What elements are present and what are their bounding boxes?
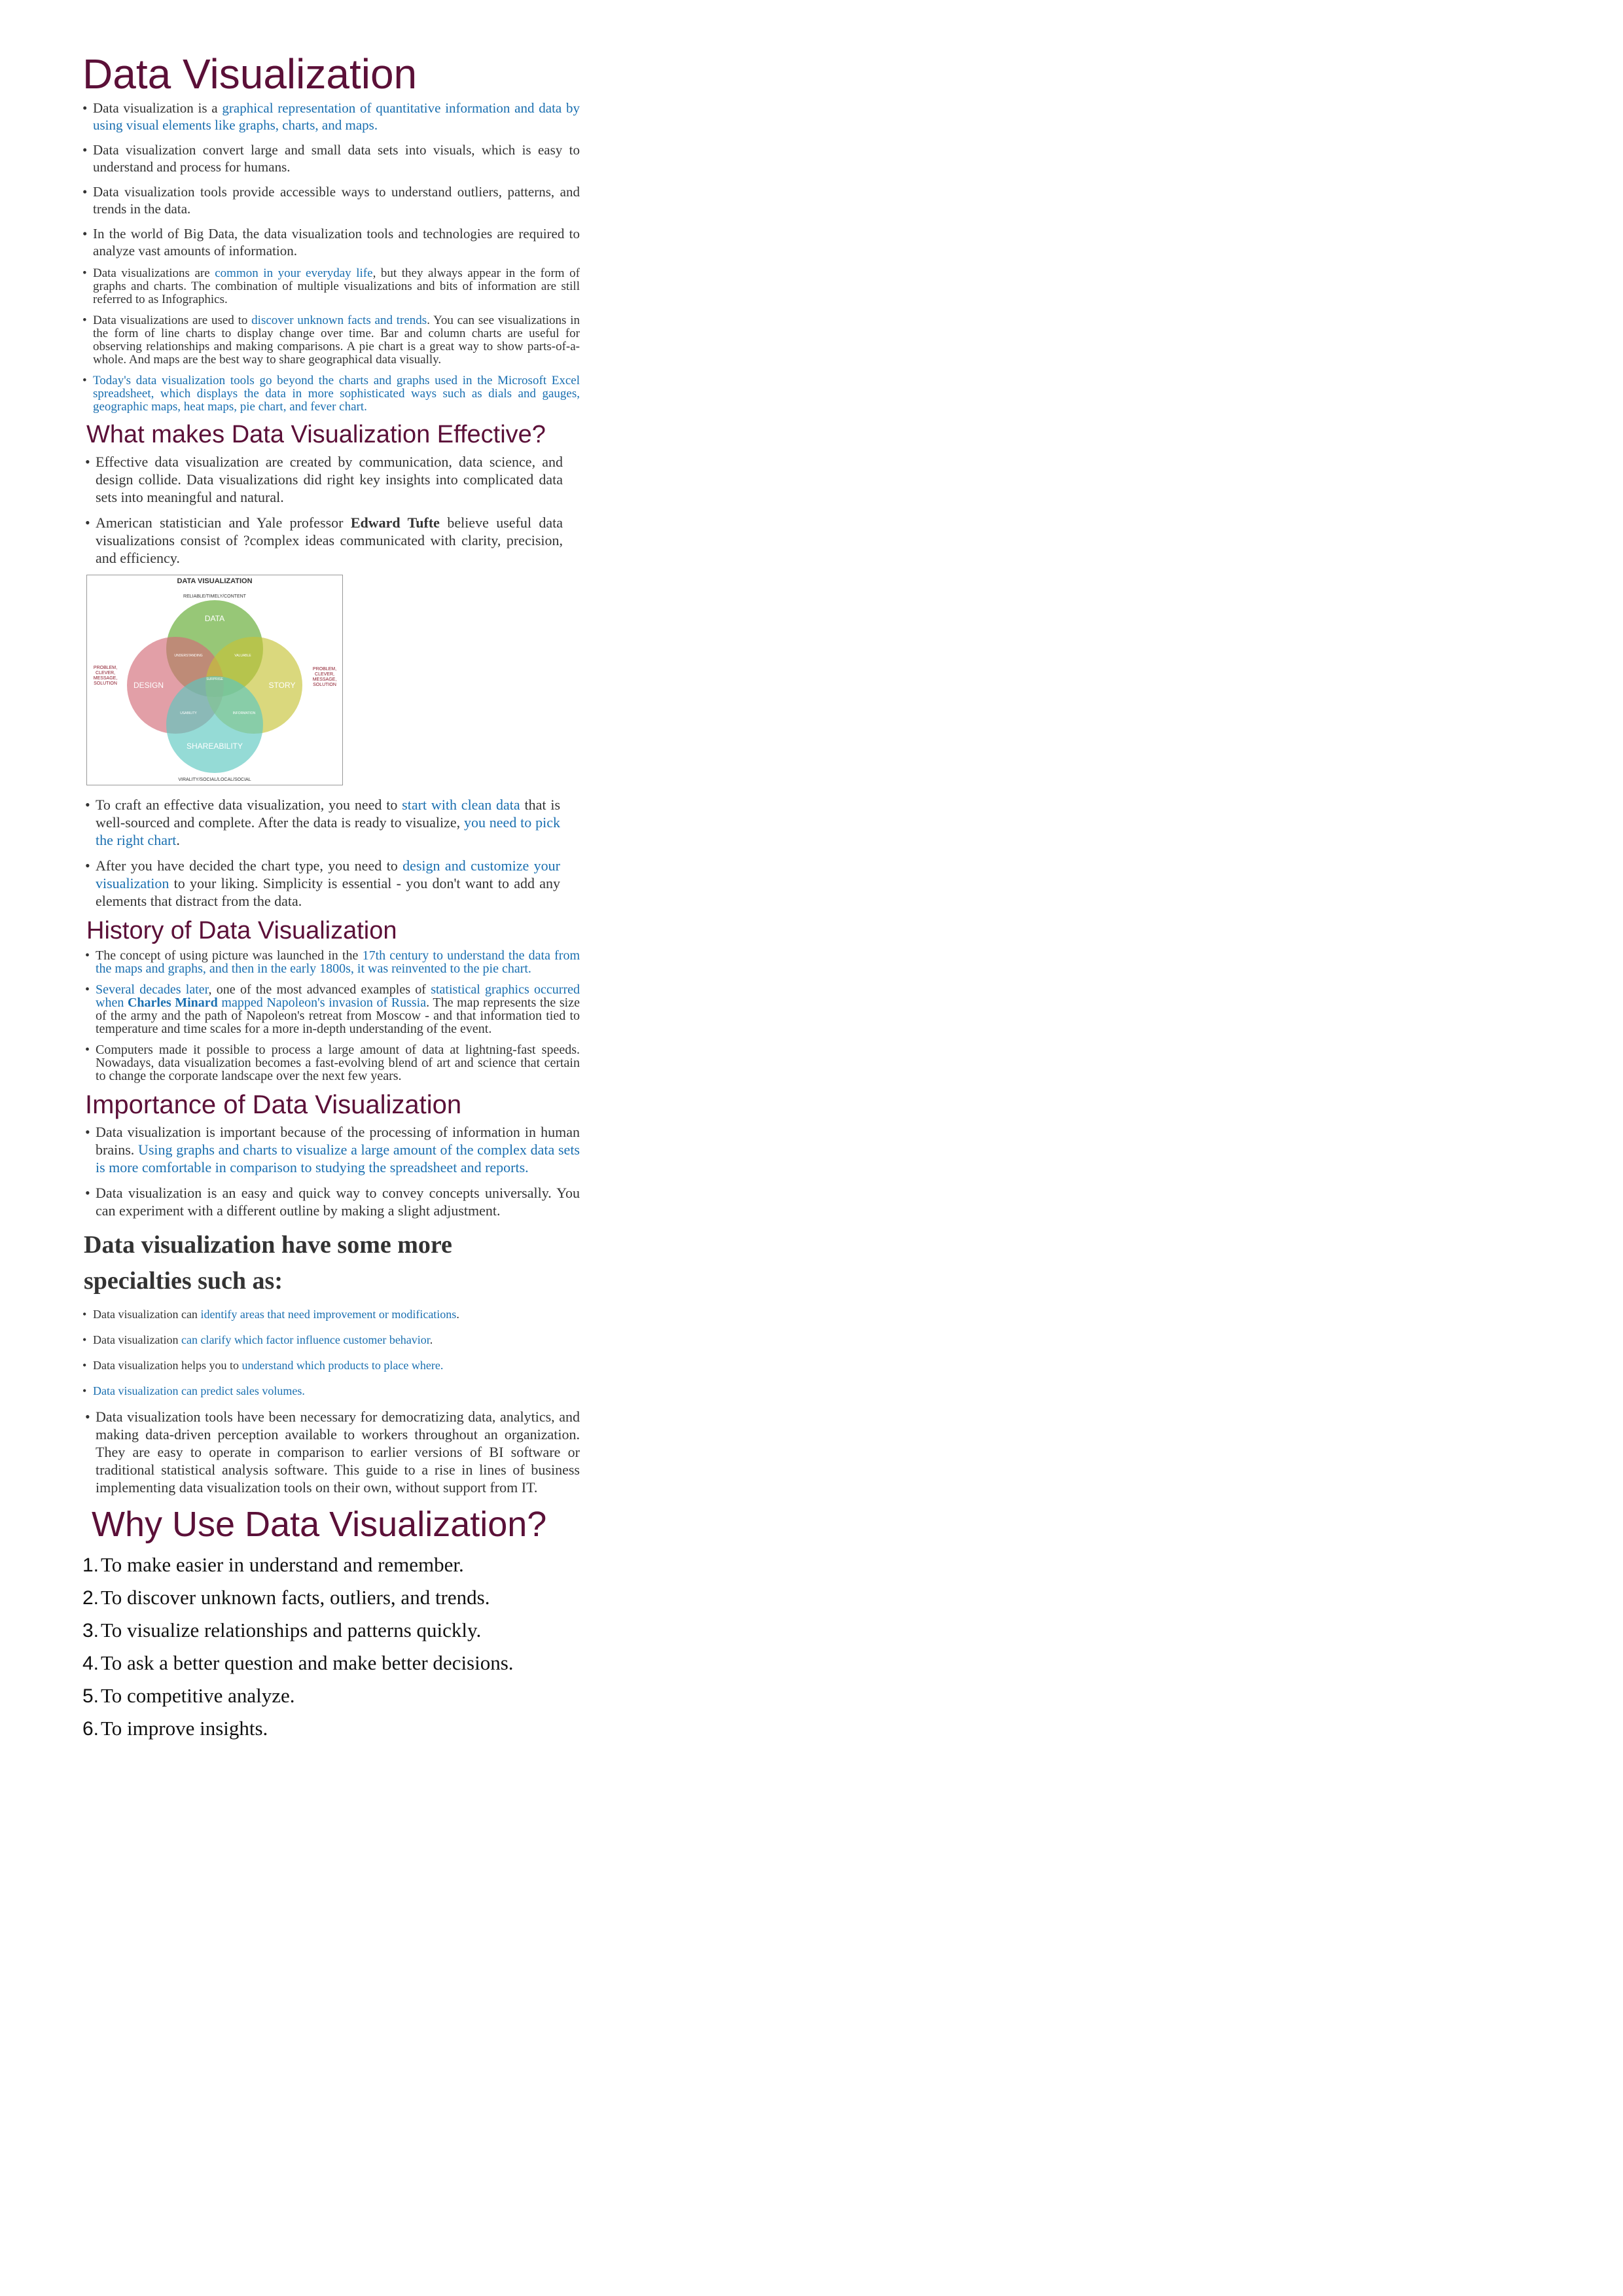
venn-inner-surprise: SURPRISE <box>206 677 223 682</box>
importance-list <box>82 1123 580 1219</box>
text-segment: . <box>456 1308 459 1321</box>
effective-list <box>82 453 563 567</box>
text-segment: common in your everyday life <box>215 266 373 281</box>
text-segment: understand which products to place where. <box>241 1359 444 1372</box>
text-segment: mapped Napoleon's invasion of Russia <box>217 995 427 1010</box>
why-heading: Why Use Data Visualization? <box>92 1505 547 1545</box>
intro-item <box>82 141 580 175</box>
text-segment: Computers made it possible to process a large amount of data at lightning-fast speeds. Nowadays, data visualization becomes a fast-evolving blend of art and science that certain to change the corporate landscape over the next few years. <box>96 1042 580 1083</box>
why-item-number: 6. <box>82 1717 99 1740</box>
importance-heading: Importance of Data Visualization <box>85 1090 462 1119</box>
venn-bottom-label: VIRALITY/SOCIAL/LOCAL/SOCIAL <box>178 778 251 783</box>
venn-design-label: DESIGN <box>133 681 164 691</box>
venn-diagram <box>86 575 343 785</box>
craft-item <box>85 857 560 910</box>
text-segment: . The map represents the size of the army and the path of Napoleon's retreat from Moscow - and that information tied to temperature and time scales for a more in-depth understanding of the event. <box>96 995 580 1036</box>
why-item-number: 3. <box>82 1619 99 1641</box>
text-segment: After you have decided the chart type, you need to <box>96 857 403 874</box>
venn-inner-information: INFORMATION <box>232 711 256 716</box>
text-segment: Data visualizations are <box>93 266 215 281</box>
why-item-number: 4. <box>82 1652 99 1674</box>
text-segment: , but they always appear in the form of graphs and charts. The combination of multiple visualizations and bits of information are still referred to as Infographics. <box>93 266 580 307</box>
history-item <box>85 983 580 1035</box>
democratize-list <box>82 1408 580 1496</box>
text-segment: . You can see visualizations in the form of line charts to display change over time. Bar and column charts are useful for observing relationships and making comparisons. A pie chart is a great way to show parts-of-a-whole. And maps are the best way to share geographical data visually. <box>93 314 580 367</box>
history-list <box>82 949 580 1083</box>
why-item-text: To make easier in understand and remember. <box>101 1552 464 1576</box>
specialties-item <box>82 1306 580 1323</box>
text-segment: Data visualization is important because of the processing of information in human brains. <box>96 1123 580 1158</box>
venn-shareability-label: SHAREABILITY <box>186 742 243 751</box>
page-title: Data Visualization <box>82 50 418 98</box>
text-segment: Today's data visualization tools go beyond the charts and graphs used in the Microsoft Excel spreadsheet, which displays the data in more sophisticated ways such as dials and gauges, geographic maps, heat maps, pie chart, and fever chart. <box>93 374 580 414</box>
text-segment: The concept of using picture was launched in the <box>96 948 363 963</box>
text-segment: . <box>429 1333 433 1347</box>
specialties-heading: Data visualization have some more specialties such as: <box>84 1230 452 1295</box>
why-item <box>82 1581 580 1614</box>
specialties-list <box>82 1306 580 1400</box>
venn-data-label: DATA <box>204 614 225 624</box>
specialties-item <box>82 1331 580 1349</box>
intro-detail-list <box>82 267 580 414</box>
history-heading: History of Data Visualization <box>86 917 397 945</box>
text-segment: to your liking. Simplicity is essential - you don't want to add any elements that distract from the data. <box>96 875 560 910</box>
text-segment: Data visualization can <box>93 1308 201 1321</box>
text-segment: Using graphs and charts to visualize a large amount of the complex data sets is more comfortable in comparison to studying the spreadsheet and reports. <box>96 1141 580 1175</box>
text-segment: Edward Tufte <box>350 514 440 531</box>
text-segment: Several decades later <box>96 982 209 997</box>
why-item-text: To discover unknown facts, outliers, and trends. <box>101 1585 490 1609</box>
venn-story-label: STORY <box>268 681 296 691</box>
text-segment: identify areas that need improvement or modifications <box>200 1308 457 1321</box>
intro-item <box>82 183 580 217</box>
venn-inner-valuable: VALUABLE <box>234 654 251 658</box>
venn-circle-shareability <box>166 676 263 773</box>
why-item-text: To improve insights. <box>101 1716 268 1740</box>
intro-item <box>82 99 580 134</box>
craft-item <box>85 796 560 849</box>
text-segment: 17th century to understand the data from the maps and graphs, and then in the early 1800s, it was reinvented to the pie chart. <box>96 948 580 976</box>
history-item <box>85 949 580 975</box>
democratize-item <box>85 1408 580 1496</box>
why-item-number: 5. <box>82 1685 99 1707</box>
text-segment: Data visualization is an easy and quick way to convey concepts universally. You can experiment with a different outline by making a slight adjustment. <box>96 1184 580 1219</box>
effective-heading: What makes Data Visualization Effective? <box>86 421 546 449</box>
intro-list <box>82 99 580 259</box>
why-item <box>82 1614 580 1647</box>
venn-right-label: PROBLEM, CLEVER, MESSAGE, SOLUTION <box>312 667 337 688</box>
text-segment: Data visualization convert large and small data sets into visuals, which is easy to understand and process for humans. <box>93 142 580 175</box>
venn-top-label: RELIABLE/TIMELY/CONTENT <box>183 594 246 600</box>
why-item <box>82 1712 580 1745</box>
effective-item <box>85 453 563 506</box>
text-segment: Data visualization <box>93 1333 181 1347</box>
why-item-text: To competitive analyze. <box>101 1683 295 1707</box>
venn-title: DATA VISUALIZATION <box>177 577 253 586</box>
text-segment: design and customize your visualization <box>96 857 560 892</box>
history-item <box>85 1043 580 1083</box>
specialties-item <box>82 1382 580 1400</box>
text-segment: graphical representation of quantitative information and data by using visual elements like graphs, charts, and maps. <box>93 100 580 134</box>
craft-list <box>82 796 560 910</box>
document <box>82 51 580 1745</box>
text-segment: Data visualization helps you to <box>93 1359 242 1372</box>
why-item-text: To ask a better question and make better decisions. <box>101 1651 514 1674</box>
text-segment: Data visualization tools have been necessary for democratizing data, analytics, and making data-driven perception available to workers throughout an organization. They are easy to operate in comparison to earlier versions of BI software or traditional statistical analysis software. This guide to a rise in lines of business implementing data visualization tools on their own, without support from IT. <box>96 1408 580 1496</box>
why-item <box>82 1647 580 1679</box>
text-segment: To craft an effective data visualization, you need to <box>96 797 402 814</box>
text-segment: start with clean data <box>402 797 520 814</box>
text-segment: . <box>176 832 180 849</box>
why-item <box>82 1679 580 1712</box>
why-item-number: 1. <box>82 1554 99 1576</box>
why-item <box>82 1549 580 1581</box>
text-segment: believe useful data visualizations consist of ?complex ideas communicated with clarity, precision, and efficiency. <box>96 514 563 567</box>
text-segment: that is well-sourced and complete. After the data is ready to visualize, <box>96 797 561 831</box>
intro-item <box>82 225 580 259</box>
text-segment: Data visualization can predict sales volumes. <box>93 1384 305 1398</box>
venn-inner-usability: USABILITY <box>180 711 197 716</box>
intro-small-item <box>82 374 580 414</box>
importance-item <box>85 1184 580 1219</box>
text-segment: discover unknown facts and trends <box>251 314 427 328</box>
venn-left-label: PROBLEM, CLEVER, MESSAGE, SOLUTION <box>93 666 118 687</box>
intro-small-item <box>82 267 580 306</box>
specialties-item <box>82 1357 580 1374</box>
text-segment: Data visualization is a <box>93 100 223 117</box>
venn-svg <box>87 575 342 785</box>
effective-item <box>85 514 563 567</box>
text-segment: Charles Minard <box>127 995 218 1010</box>
why-list <box>82 1549 580 1745</box>
intro-small-item <box>82 314 580 367</box>
why-item-text: To visualize relationships and patterns quickly. <box>101 1618 482 1641</box>
text-segment: can clarify which factor influence customer behavior <box>181 1333 430 1347</box>
importance-item <box>85 1123 580 1176</box>
venn-inner-understanding: UNDERSTANDING <box>174 654 203 658</box>
text-segment: Data visualization tools provide accessible ways to understand outliers, patterns, and trends in the data. <box>93 184 580 217</box>
why-item-number: 2. <box>82 1587 99 1609</box>
text-segment: Effective data visualization are created by communication, data science, and design collide. Data visualizations did right key insights into complicated data sets into meaningful and natural. <box>96 454 563 506</box>
text-segment: you need to pick the right chart <box>96 814 560 849</box>
text-segment: American statistician and Yale professor <box>96 514 351 531</box>
text-segment: Data visualizations are used to <box>93 314 252 328</box>
text-segment: , one of the most advanced examples of <box>208 982 431 997</box>
text-segment: statistical graphics occurred when <box>96 982 580 1010</box>
text-segment: In the world of Big Data, the data visualization tools and technologies are required to analyze vast amounts of information. <box>93 226 580 259</box>
